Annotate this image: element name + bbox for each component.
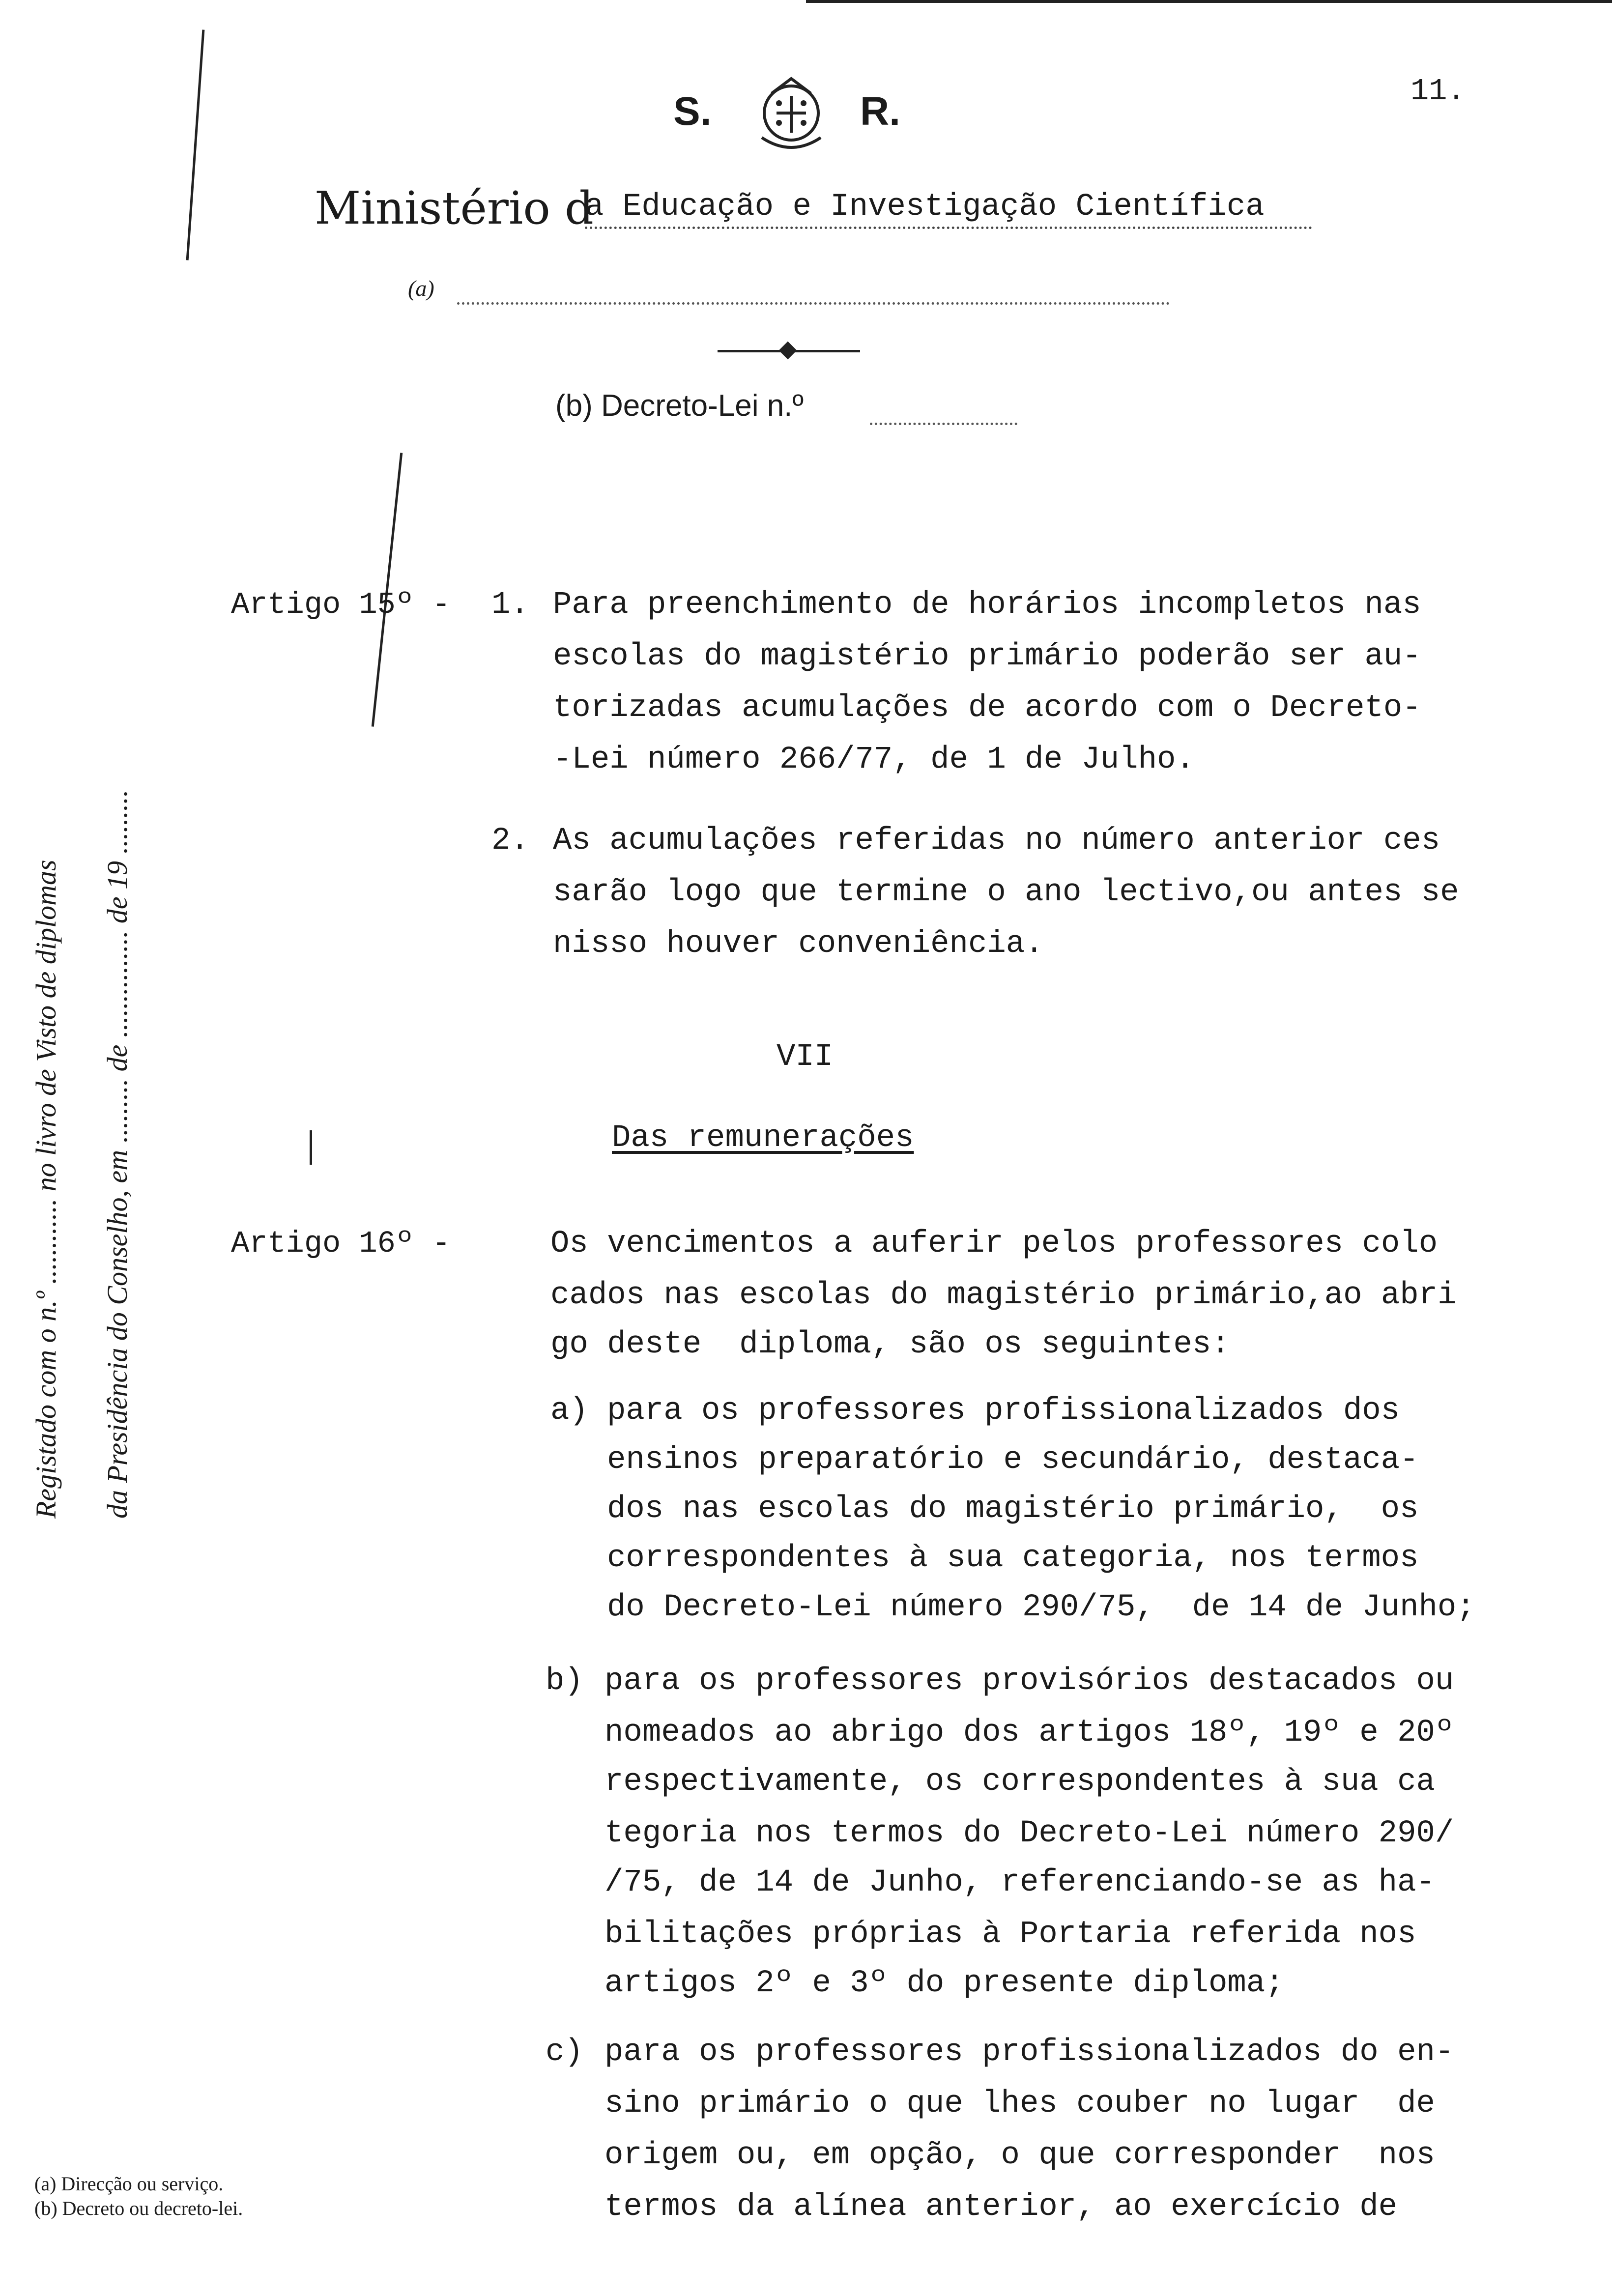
text-line: Os vencimentos a auferir pelos professores colo xyxy=(550,1226,1438,1262)
article-15-label: Artigo 15º - xyxy=(231,587,451,622)
coat-of-arms-icon xyxy=(742,74,840,157)
text-line: Para preenchimento de horários incompletos nas xyxy=(553,587,1421,623)
decreto-blank xyxy=(870,423,1017,425)
text-line: bilitações próprias à Portaria referida nos xyxy=(604,1917,1416,1952)
text-line: ensinos preparatório e secundário, destaca- xyxy=(607,1442,1419,1478)
margin-line xyxy=(186,29,205,260)
ministerio-value: a Educação e Investigação Científica xyxy=(585,189,1312,229)
decreto-label: (b) Decreto-Lei n.º xyxy=(555,389,804,423)
text-line: dos nas escolas do magistério primário, os xyxy=(607,1492,1419,1527)
text-line: termos da alínea anterior, ao exercício de xyxy=(604,2189,1398,2225)
text-line: -Lei número 266/77, de 1 de Julho. xyxy=(553,742,1195,777)
side-note-presidencia: da Presidência do Conselho, em ......... de ............... de 19 ......... xyxy=(101,789,133,1519)
text-line: respectivamente, os correspondentes à sua ca xyxy=(604,1764,1435,1800)
text-line: As acumulações referidas no número anterior ces xyxy=(553,823,1440,859)
footnote-a: (a) Direcção ou serviço. xyxy=(34,2173,224,2195)
ministerio-label: Ministério d xyxy=(315,182,594,234)
text-line: correspondentes à sua categoria, nos termos xyxy=(607,1541,1419,1576)
field-a-blank xyxy=(457,302,1170,305)
article-16-item-c-label: c) xyxy=(546,2035,583,2070)
text-line: nisso houver conveniência. xyxy=(553,926,1044,962)
text-line: /75, de 14 de Junho, referenciando-se as ha- xyxy=(604,1865,1435,1900)
header-r: R. xyxy=(860,89,900,134)
text-line: para os professores profissionalizados do en- xyxy=(604,2035,1454,2070)
text-line: sarão logo que termine o ano lectivo,ou antes se xyxy=(553,875,1459,910)
margin-line xyxy=(310,1130,312,1165)
divider-diamond-icon xyxy=(779,342,797,360)
section-title: Das remunerações xyxy=(612,1120,914,1156)
article-15-item-1-number: 1. xyxy=(491,587,529,623)
article-15-item-2-number: 2. xyxy=(491,823,529,859)
text-line: torizadas acumulações de acordo com o Decreto- xyxy=(553,690,1421,726)
page-number: 11. xyxy=(1410,74,1466,109)
text-line: sino primário o que lhes couber no lugar de xyxy=(604,2086,1435,2122)
article-16-item-a-label: a) xyxy=(550,1393,588,1429)
text-line: origem ou, em opção, o que corresponder nos xyxy=(604,2138,1435,2173)
text-line: tegoria nos termos do Decreto-Lei número 290/ xyxy=(604,1816,1454,1851)
text-line: cados nas escolas do magistério primário,ao abri xyxy=(550,1278,1457,1313)
text-line: do Decreto-Lei número 290/75, de 14 de Junho; xyxy=(607,1590,1475,1625)
text-line: nomeados ao abrigo dos artigos 18º, 19º e 20º xyxy=(604,1715,1454,1751)
section-number: VII xyxy=(777,1039,834,1075)
text-line: para os professores profissionalizados dos xyxy=(607,1393,1400,1429)
side-note-registo: Registado com o n.º ............ no livro de Visto de diplomas xyxy=(30,860,62,1519)
field-a-label: (a) xyxy=(408,276,434,301)
article-16-label: Artigo 16º - xyxy=(231,1226,451,1261)
text-line: artigos 2º e 3º do presente diploma; xyxy=(604,1966,1284,2001)
footnote-b: (b) Decreto ou decreto-lei. xyxy=(34,2197,243,2219)
article-16-item-b-label: b) xyxy=(546,1664,583,1699)
text-line: para os professores provisórios destacados ou xyxy=(604,1664,1454,1699)
text-line: escolas do magistério primário poderão ser au- xyxy=(553,639,1421,674)
text-line: go deste diploma, são os seguintes: xyxy=(550,1327,1230,1362)
header-s: S. xyxy=(673,89,712,134)
top-rule xyxy=(806,0,1612,3)
